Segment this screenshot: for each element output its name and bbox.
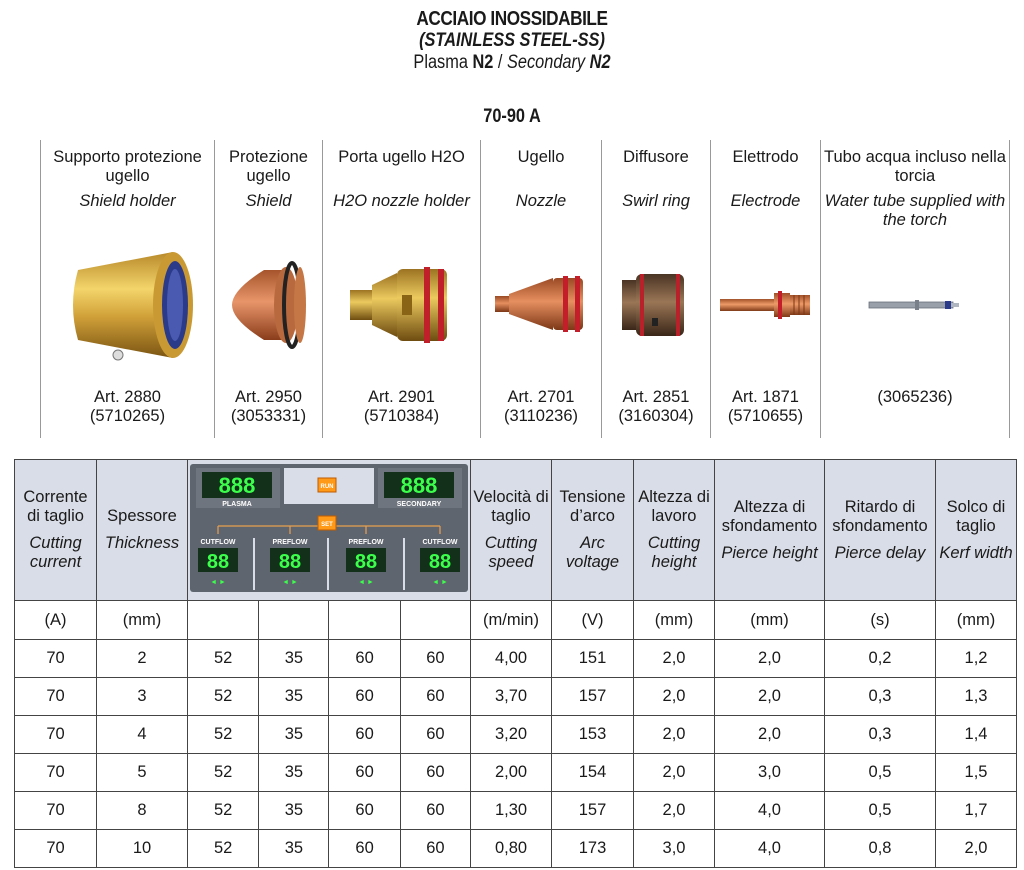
table-cell: 2,0 <box>715 640 825 678</box>
part-code: (3110236) <box>503 407 578 425</box>
preflow-digits: 88 <box>278 551 302 573</box>
part-nozzle <box>480 140 601 438</box>
part-art-number: Art. 2880 <box>94 388 161 406</box>
table-cell: 10 <box>97 830 188 868</box>
table-cell: 157 <box>552 678 634 716</box>
table-cell: 60 <box>329 640 400 678</box>
table-cell: 0,80 <box>471 830 552 868</box>
cutflow-digits: 88 <box>428 551 452 573</box>
table-cell: 60 <box>400 678 470 716</box>
table-cell: 2,0 <box>634 716 715 754</box>
part-art-number: Art. 1871 <box>732 388 799 406</box>
table-cell: 2,0 <box>715 678 825 716</box>
table-cell: 35 <box>259 716 329 754</box>
table-cell: 70 <box>15 678 97 716</box>
table-row <box>15 830 1017 868</box>
table-cell: 2,0 <box>715 716 825 754</box>
part-english-name: Water tube supplied with the torch <box>824 192 1006 229</box>
table-cell: 0,5 <box>825 792 936 830</box>
table-cell: 4,0 <box>715 830 825 868</box>
table-cell: 2,0 <box>634 678 715 716</box>
table-cell: 35 <box>259 678 329 716</box>
part-shield-holder <box>40 140 214 438</box>
table-cell: 60 <box>400 716 470 754</box>
header-row <box>15 460 1017 601</box>
header-it: Velocità di taglio <box>473 488 549 525</box>
header-en: Cutting height <box>647 534 701 571</box>
unit-cell: (mm) <box>97 601 188 640</box>
table-cell: 1,4 <box>936 716 1017 754</box>
part-code: (3065236) <box>877 388 953 406</box>
svg-text:◄ ►: ◄ ► <box>358 579 374 586</box>
header-en: Arc voltage <box>565 534 620 571</box>
part-english-name: Shield <box>245 192 292 210</box>
part-english-name: Swirl ring <box>622 192 690 210</box>
table-cell: 1,3 <box>936 678 1017 716</box>
header-it: Tensione d’arco <box>559 488 626 525</box>
cutting-parameters-table <box>14 459 1017 868</box>
table-cell: 8 <box>97 792 188 830</box>
shield-icon <box>215 240 322 370</box>
table-cell: 3,20 <box>471 716 552 754</box>
part-nozzle-holder <box>322 140 480 438</box>
part-code: (3053331) <box>230 407 307 425</box>
header-height <box>634 460 715 601</box>
table-cell: 35 <box>259 754 329 792</box>
header-pierce-delay <box>825 460 936 601</box>
part-code: (5710655) <box>727 407 804 425</box>
table-cell: 3,0 <box>715 754 825 792</box>
gas-prefix: Plasma <box>413 52 468 73</box>
table-cell: 52 <box>188 792 259 830</box>
table-cell: 52 <box>188 678 259 716</box>
part-name: Elettrodo <box>732 148 799 166</box>
plasma-display: 888 <box>218 473 256 498</box>
table-cell: 2,0 <box>634 640 715 678</box>
table-cell: 2,0 <box>936 830 1017 868</box>
part-article <box>215 388 322 426</box>
table-cell: 2,0 <box>634 792 715 830</box>
part-english-name: Shield holder <box>79 192 176 210</box>
header-it: Altezza di sfondamento <box>721 497 818 535</box>
water-tube-icon <box>821 240 1009 370</box>
table-cell: 60 <box>329 754 400 792</box>
table-cell: 52 <box>188 754 259 792</box>
table-cell: 1,5 <box>936 754 1017 792</box>
header-en: Pierce height <box>721 543 818 562</box>
table-cell: 60 <box>329 830 400 868</box>
unit-cell <box>188 601 259 640</box>
table-cell: 0,3 <box>825 678 936 716</box>
nozzle-holder-icon <box>323 240 480 370</box>
header-en: Thickness <box>104 534 180 552</box>
part-english-name: Electrode <box>730 192 801 210</box>
table-cell: 60 <box>400 754 470 792</box>
header-it: Corrente di taglio <box>23 488 88 525</box>
svg-text:◄ ►: ◄ ► <box>210 579 226 586</box>
electrode-icon <box>711 240 820 370</box>
table-cell: 52 <box>188 640 259 678</box>
plasma-label: PLASMA <box>222 501 252 508</box>
header-it: Spessore <box>107 507 177 525</box>
cutflow-digits: 88 <box>206 551 230 573</box>
table-cell: 2,0 <box>634 754 715 792</box>
table-cell: 151 <box>552 640 634 678</box>
part-water-tube <box>820 140 1010 438</box>
table-cell: 60 <box>400 640 470 678</box>
part-english-name: H2O nozzle holder <box>333 192 470 210</box>
table-cell: 0,8 <box>825 830 936 868</box>
part-art-number: Art. 2701 <box>507 388 575 406</box>
table-cell: 70 <box>15 716 97 754</box>
table-cell: 157 <box>552 792 634 830</box>
table-cell: 153 <box>552 716 634 754</box>
part-name: Supporto protezione ugello <box>53 148 202 185</box>
part-shield <box>214 140 322 438</box>
part-art-number: Art. 2901 <box>368 388 435 406</box>
amperage-range: 70-90 A <box>483 106 541 127</box>
part-article <box>481 388 601 426</box>
unit-cell: (mm) <box>936 601 1017 640</box>
cutflow-label: CUTFLOW <box>422 539 458 546</box>
header-en: Kerf width <box>939 543 1013 562</box>
header-current <box>15 460 97 601</box>
svg-text:◄ ►: ◄ ► <box>432 579 448 586</box>
table-cell: 70 <box>15 830 97 868</box>
table-row <box>15 792 1017 830</box>
part-name: Tubo acqua incluso nella torcia <box>824 148 1006 185</box>
table-cell: 70 <box>15 754 97 792</box>
preflow-digits: 88 <box>354 551 378 573</box>
part-name: Porta ugello H2O <box>338 148 465 166</box>
part-code: (5710384) <box>363 407 440 425</box>
table-cell: 60 <box>329 792 400 830</box>
table-cell: 52 <box>188 716 259 754</box>
set-label: SET <box>321 522 333 528</box>
header-it: Solco di taglio <box>946 497 1006 535</box>
table-cell: 4,0 <box>715 792 825 830</box>
unit-cell: (mm) <box>715 601 825 640</box>
secondary-label: Secondary <box>506 52 586 73</box>
table-cell: 4,00 <box>471 640 552 678</box>
header-it: Altezza di lavoro <box>638 488 710 525</box>
swirl-ring-icon <box>602 240 710 370</box>
part-article <box>602 388 710 426</box>
part-art-number: Art. 2950 <box>235 388 302 406</box>
unit-cell: (m/min) <box>471 601 552 640</box>
gas-control-panel <box>188 460 471 601</box>
table-cell: 4 <box>97 716 188 754</box>
unit-cell <box>400 601 470 640</box>
header-en: Cutting current <box>29 534 82 571</box>
part-electrode <box>710 140 820 438</box>
preflow-label: PREFLOW <box>272 539 308 546</box>
table-row <box>15 754 1017 792</box>
unit-cell: (s) <box>825 601 936 640</box>
table-row <box>15 678 1017 716</box>
page-title: ACCIAIO INOSSIDABILE <box>416 8 608 30</box>
part-english-name: Nozzle <box>515 192 567 210</box>
secondary-label-panel: SECONDARY <box>396 501 442 508</box>
part-name: Ugello <box>517 148 565 166</box>
table-cell: 3,70 <box>471 678 552 716</box>
secondary-gas: N2 <box>589 52 611 73</box>
unit-cell: (A) <box>15 601 97 640</box>
gas-separator: / <box>493 52 507 73</box>
table-cell: 5 <box>97 754 188 792</box>
preflow-label: PREFLOW <box>348 539 384 546</box>
cutflow-label: CUTFLOW <box>200 539 236 546</box>
table-cell: 1,30 <box>471 792 552 830</box>
unit-cell <box>259 601 329 640</box>
table-cell: 35 <box>259 640 329 678</box>
shield-holder-icon <box>41 240 214 370</box>
header-it: Ritardo di sfondamento <box>832 497 928 535</box>
part-article <box>711 388 820 426</box>
table-cell: 60 <box>329 678 400 716</box>
part-code: (3160304) <box>618 407 694 425</box>
gas-line <box>72 52 953 74</box>
table-cell: 2 <box>97 640 188 678</box>
table-cell: 0,3 <box>825 716 936 754</box>
part-article <box>41 388 214 426</box>
table-cell: 0,2 <box>825 640 936 678</box>
header-pierce-height <box>715 460 825 601</box>
page-subtitle: (STAINLESS STEEL-SS) <box>419 30 605 51</box>
header-thickness <box>97 460 188 601</box>
header-speed <box>471 460 552 601</box>
header-kerf <box>936 460 1017 601</box>
page-header <box>0 8 1024 74</box>
plasma-gas: N2 <box>472 52 494 73</box>
unit-cell <box>329 601 400 640</box>
table-cell: 52 <box>188 830 259 868</box>
run-label: RUN <box>320 484 334 490</box>
table-cell: 0,5 <box>825 754 936 792</box>
table-cell: 2,00 <box>471 754 552 792</box>
header-en: Pierce delay <box>834 543 926 562</box>
header-en: Cutting speed <box>484 534 538 571</box>
consumables-row <box>40 140 1010 438</box>
table-cell: 1,2 <box>936 640 1017 678</box>
unit-cell: (V) <box>552 601 634 640</box>
table-cell: 70 <box>15 640 97 678</box>
part-swirl-ring <box>601 140 710 438</box>
table-cell: 3,0 <box>634 830 715 868</box>
part-name: Protezione ugello <box>229 148 308 185</box>
table-cell: 35 <box>259 830 329 868</box>
table-cell: 60 <box>400 830 470 868</box>
table-cell: 70 <box>15 792 97 830</box>
table-cell: 60 <box>400 792 470 830</box>
table-row <box>15 716 1017 754</box>
table-cell: 173 <box>552 830 634 868</box>
nozzle-icon <box>481 240 601 370</box>
table-cell: 60 <box>329 716 400 754</box>
secondary-display: 888 <box>400 473 438 498</box>
units-row <box>15 601 1017 640</box>
table-row <box>15 640 1017 678</box>
part-article <box>821 388 1009 407</box>
part-article <box>323 388 480 426</box>
table-cell: 1,7 <box>936 792 1017 830</box>
svg-text:◄ ►: ◄ ► <box>282 579 298 586</box>
unit-cell: (mm) <box>634 601 715 640</box>
table-cell: 35 <box>259 792 329 830</box>
part-art-number: Art. 2851 <box>622 388 690 406</box>
part-code: (5710265) <box>89 407 166 425</box>
header-voltage <box>552 460 634 601</box>
table-cell: 154 <box>552 754 634 792</box>
table-cell: 3 <box>97 678 188 716</box>
part-name: Diffusore <box>623 148 689 166</box>
